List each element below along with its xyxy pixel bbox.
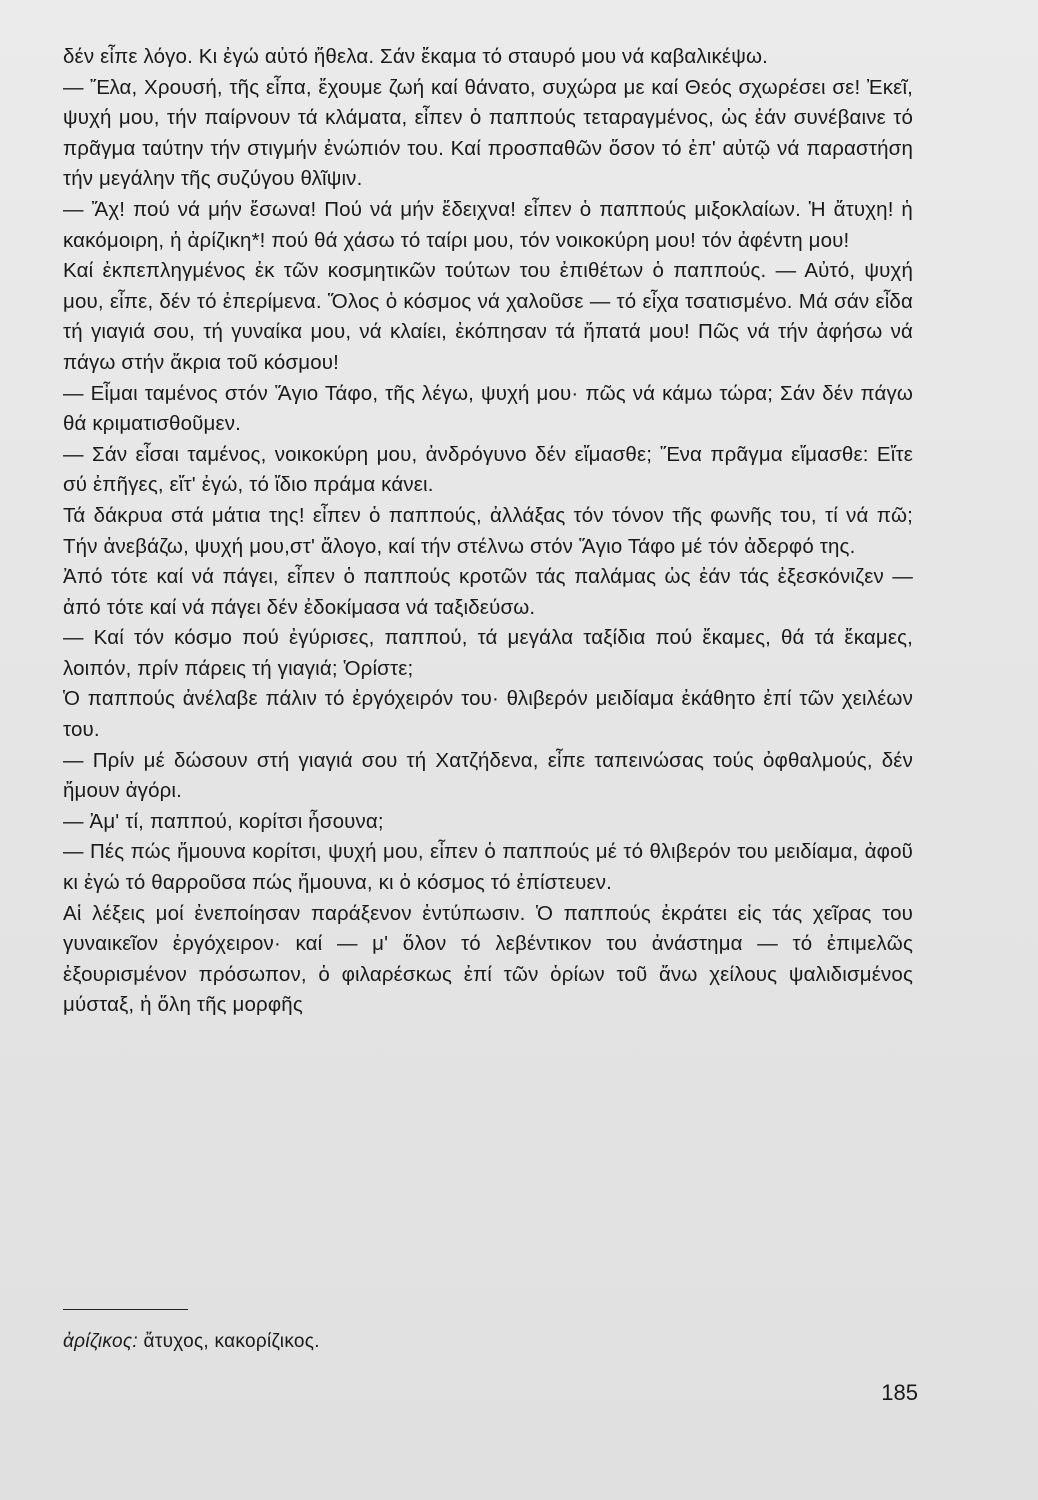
paragraph-4: Καί ἐκπεπληγμένος ἐκ τῶν κοσμητικῶν τούτων του ἐπιθέτων ὁ παππούς. — Αὐτό, ψυχή μου, εἶπε, δέν τό ἐπερίμενα. Ὅλος ὁ κόσμος νά χαλοῦσε — τό εἶχα τσατισμένο. Μά σάν εἶδα τή γιαγιά σου, τή γυναίκα μου, νά κλαίει, ἐκόπησαν τά ἥπατά μου! Πῶς νά τήν ἀφήσω νά πάγω στήν ἄκρια τοῦ κόσμου! [63,259,913,374]
paragraph-8: Ἀπό τότε καί νά πάγει, εἶπεν ὁ παππούς κροτῶν τάς παλάμας ὡς ἐάν τάς ἐξεσκόνιζεν — ἀπό τότε καί νά πάγει δέν ἐδοκίμασα νά ταξιδεύσω. [63,565,913,619]
footnote [63,1331,320,1353]
paragraph-3: — Ἄχ! πού νά μήν ἔσωνα! Πού νά μήν ἔδειχνα! εἶπεν ὁ παππούς μιξοκλαίων. Ἡ ἄτυχη! ἡ κακόμοιρη, ἡ ἀρίζικη*! πού θά χάσω τό ταίρι μου, τόν νοικοκύρη μου! τόν ἀφέντη μου! [63,197,913,252]
paragraph-9: — Καί τόν κόσμο πού ἐγύρισες, παππού, τά μεγάλα ταξίδια πού ἔκαμες, θά τά ἔκαμες, λοιπόν, πρίν πάρεις τή γιαγιά; Ὁρίστε; [63,626,913,680]
paragraph-14: Αἱ λέξεις μοί ἐνεποίησαν παράξενον ἐντύπωσιν. Ὁ παππούς ἐκράτει εἰς τάς χεῖρας του γυναικεῖον ἐργόχειρον· καί — μ' ὅλον τό λεβέντικον του ἀνάστημα — τό ἐπιμελῶς ἐξουρισμένον πρόσωπον, ὁ φιλαρέσκως ἐπί τῶν ὁρίων τοῦ ἄνω χείλους ψαλιδισμένος μύσταξ, ἡ ὅλη τῆς μορφῆς [63,901,913,1017]
paragraph-5: — Εἶμαι ταμένος στόν Ἅγιο Τάφο, τῆς λέγω, ψυχή μου· πῶς νά κάμω τώρα; Σάν δέν πάγω θά κριματισθοῦμεν. [63,381,913,436]
paragraph-2: — Ἔλα, Χρουσή, τῆς εἶπα, ἔχουμε ζωή καί θάνατο, συχώρα με καί Θεός σχωρέσει σε! Ἐκεῖ, ψυχή μου, τήν παίρνουν τά κλάματα, εἶπεν ὁ παππούς τεταραγμένος, ὡς ἐάν συνέβαινε τό πρᾶγμα ταύτην τήν στιγμήν ἐνώπιόν του. Καί προσπαθῶν ὅσον τό ἐπ' αὐτῷ νά παραστήση τήν μεγάλην τῆς συζύγου θλῖψιν. [63,75,913,191]
paragraph-7: Τά δάκρυα στά μάτια της! εἶπεν ὁ παππούς, ἀλλάξας τόν τόνον τῆς φωνῆς του, τί νά πῶ; Τήν ἀνεβάζω, ψυχή μου,στ' ἄλογο, καί τήν στέλνω στόν Ἅγιο Τάφο μέ τόν ἀδερφό της. [63,503,913,558]
footnote-term: ἀρίζικος: [63,1331,138,1352]
main-text [63,42,913,1021]
page-number: 185 [881,1380,918,1405]
paragraph-11: — Πρίν μέ δώσουν στή γιαγιά σου τή Χατζήδενα, εἶπε ταπεινώσας τούς ὀφθαλμούς, δέν ἤμουν ἀγόρι. [63,748,913,803]
paragraph-12: — Ἀμ' τί, παππού, κορίτσι ἦσουνα; [63,809,384,833]
footnote-divider [63,1309,188,1310]
footnote-definition: ἄτυχος, κακορίζικος. [137,1331,320,1352]
paragraph-13: — Πές πώς ἤμουνα κορίτσι, ψυχή μου, εἶπεν ὁ παππούς μέ τό θλιβερόν του μειδίαμα, ἀφοῦ κι ἐγώ τό θαρροῦσα πώς ἤμουνα, κι ὁ κόσμος τό ἐπίστευεν. [63,840,913,895]
paragraph-1: δέν εἶπε λόγο. Κι ἐγώ αὐτό ἤθελα. Σάν ἔκαμα τό σταυρό μου νά καβαλικέψω. [63,45,768,68]
paragraph-10: Ὁ παππούς ἀνέλαβε πάλιν τό ἐργόχειρόν του· θλιβερόν μειδίαμα ἐκάθητο ἐπί τῶν χειλέων του. [63,687,913,742]
paragraph-6: — Σάν εἶσαι ταμένος, νοικοκύρη μου, ἀνδρόγυνο δέν εἴμασθε; Ἕνα πρᾶγμα εἴμασθε: Εἴτε σύ ἐπῆγες, εἴτ' ἐγώ, τό ἴδιο πράμα κάνει. [63,442,913,497]
